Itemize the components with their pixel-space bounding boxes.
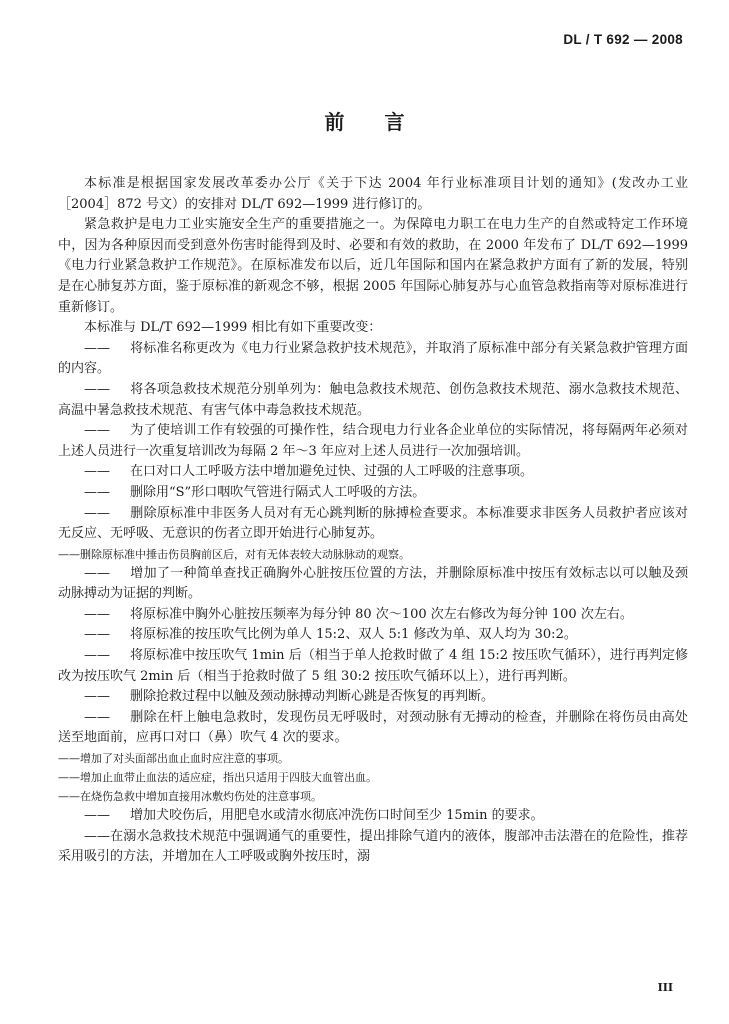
change-item: —— 增加了一种简单查找正确胸外心脏按压位置的方法，并删除原标准中按压有效标志以可以触及颈动脉搏动为证据的判断。 (58, 565, 688, 602)
change-item: —— 在口对口人工呼吸方法中增加避免过快、过强的人工呼吸的注意事项。 (84, 464, 534, 480)
change-item-small: ——增加了对头面部出血止血时应注意的事项。 (58, 752, 289, 766)
page-title: 前言 (324, 110, 445, 134)
change-item-small: ——在烧伤急救中增加直接用冰敷灼伤处的注意事项。 (58, 790, 322, 804)
standard-code: DL / T 692 — 2008 (563, 32, 683, 47)
paragraph-intro: 本标准是根据国家发展改革委办公厅《关于下达 2004 年行业标准项目计划的通知》(发改办工业［2004］872 号文）的安排对 DL/T 692—1999 进行修订的。 (58, 176, 688, 212)
change-item: —— 删除在杆上触电急救时，发现伤员无呼吸时，对颈动脉有无搏动的检查，并删除在将伤员由高处送至地面前，应再口对口（鼻）吹气 4 次的要求。 (58, 709, 688, 746)
paragraph-background: 紧急救护是电力工业实施安全生产的重要措施之一。为保障电力职工在电力生产的自然或特定工作环境中，因为各种原因而受到意外伤害时能得到及时、必要和有效的救助，在 2000 年发布了 DL/T 692—1999《电力行业紧急救护工作规范》。在原标准发布以后，近几年国际和国内在紧急救护方面有了新的发展，特别是在心肺复苏方面，鉴于原标准的新观念不够，根据 2005 年国际心肺复苏与心血管急救指南等对原标准进行重新修订。 (58, 217, 688, 315)
change-item-small: ——增加止血带止血法的适应症，指出只适用于四肢大血管出血。 (58, 771, 377, 785)
change-item: —— 将标准名称更改为《电力行业紧急救护技术规范》，并取消了原标准中部分有关紧急救护管理方面的内容。 (58, 340, 688, 377)
change-item: —— 删除用“S”形口咽吹气管进行隔式人工呼吸的方法。 (84, 484, 426, 500)
paragraph-changes-lead: 本标准与 DL/T 692—1999 相比有如下重要改变： (84, 320, 382, 336)
change-item: —— 增加犬咬伤后，用肥皂水或清水彻底冲洗伤口时间至少 15min 的要求。 (84, 808, 544, 824)
change-item: —— 将原标准中按压吹气 1min 后（相当于单人抢救时做了 4 组 15:2 按压吹气循环），进行再判定修改为按压吹气 2min 后（相当于抢救时做了 5 组 30:2 按压吹气循环以上），进行再判断。 (58, 648, 688, 684)
change-item: —— 将原标准的按压吹气比例为单人 15:2、双人 5:1 修改为单、双人均为 30:2。 (84, 627, 577, 643)
change-item-small: ——删除原标准中捶击伤员胸前区后，对有无体表较大动脉脉动的观察。 (58, 547, 410, 561)
change-item: —— 删除原标准中非医务人员对有无心跳判断的脉搏检查要求。本标准要求非医务人员救护者应该对无反应、无呼吸、无意识的伤者立即开始进行心肺复苏。 (58, 505, 688, 542)
change-item: —— 删除抢救过程中以触及颈动脉搏动判断心跳是否恢复的再判断。 (84, 689, 495, 705)
change-item-last: ——在溺水急救技术规范中强调通气的重要性，提出排除气道内的液体，腹部冲击法潜在的危险性，推荐采用吸引的方法，并增加在人工呼吸或胸外按压时，溺 (58, 828, 688, 865)
change-item: —— 为了使培训工作有较强的可操作性，结合现电力行业各企业单位的实际情况，将每隔两年必须对上述人员进行一次重复培训改为每隔 2 年～3 年应对上述人员进行一次加强培训。 (58, 423, 688, 459)
document-body (58, 174, 688, 868)
change-item: —— 将原标准中胸外心脏按压频率为每分钟 80 次～100 次左右修改为每分钟 100 次左右。 (84, 606, 633, 622)
change-item: —— 将各项急救技术规范分别单列为：触电急救技术规范、创伤急救技术规范、溺水急救技术规范、高温中暑急救技术规范、有害气体中毒急救技术规范。 (58, 381, 688, 418)
page-number: III (657, 981, 673, 994)
